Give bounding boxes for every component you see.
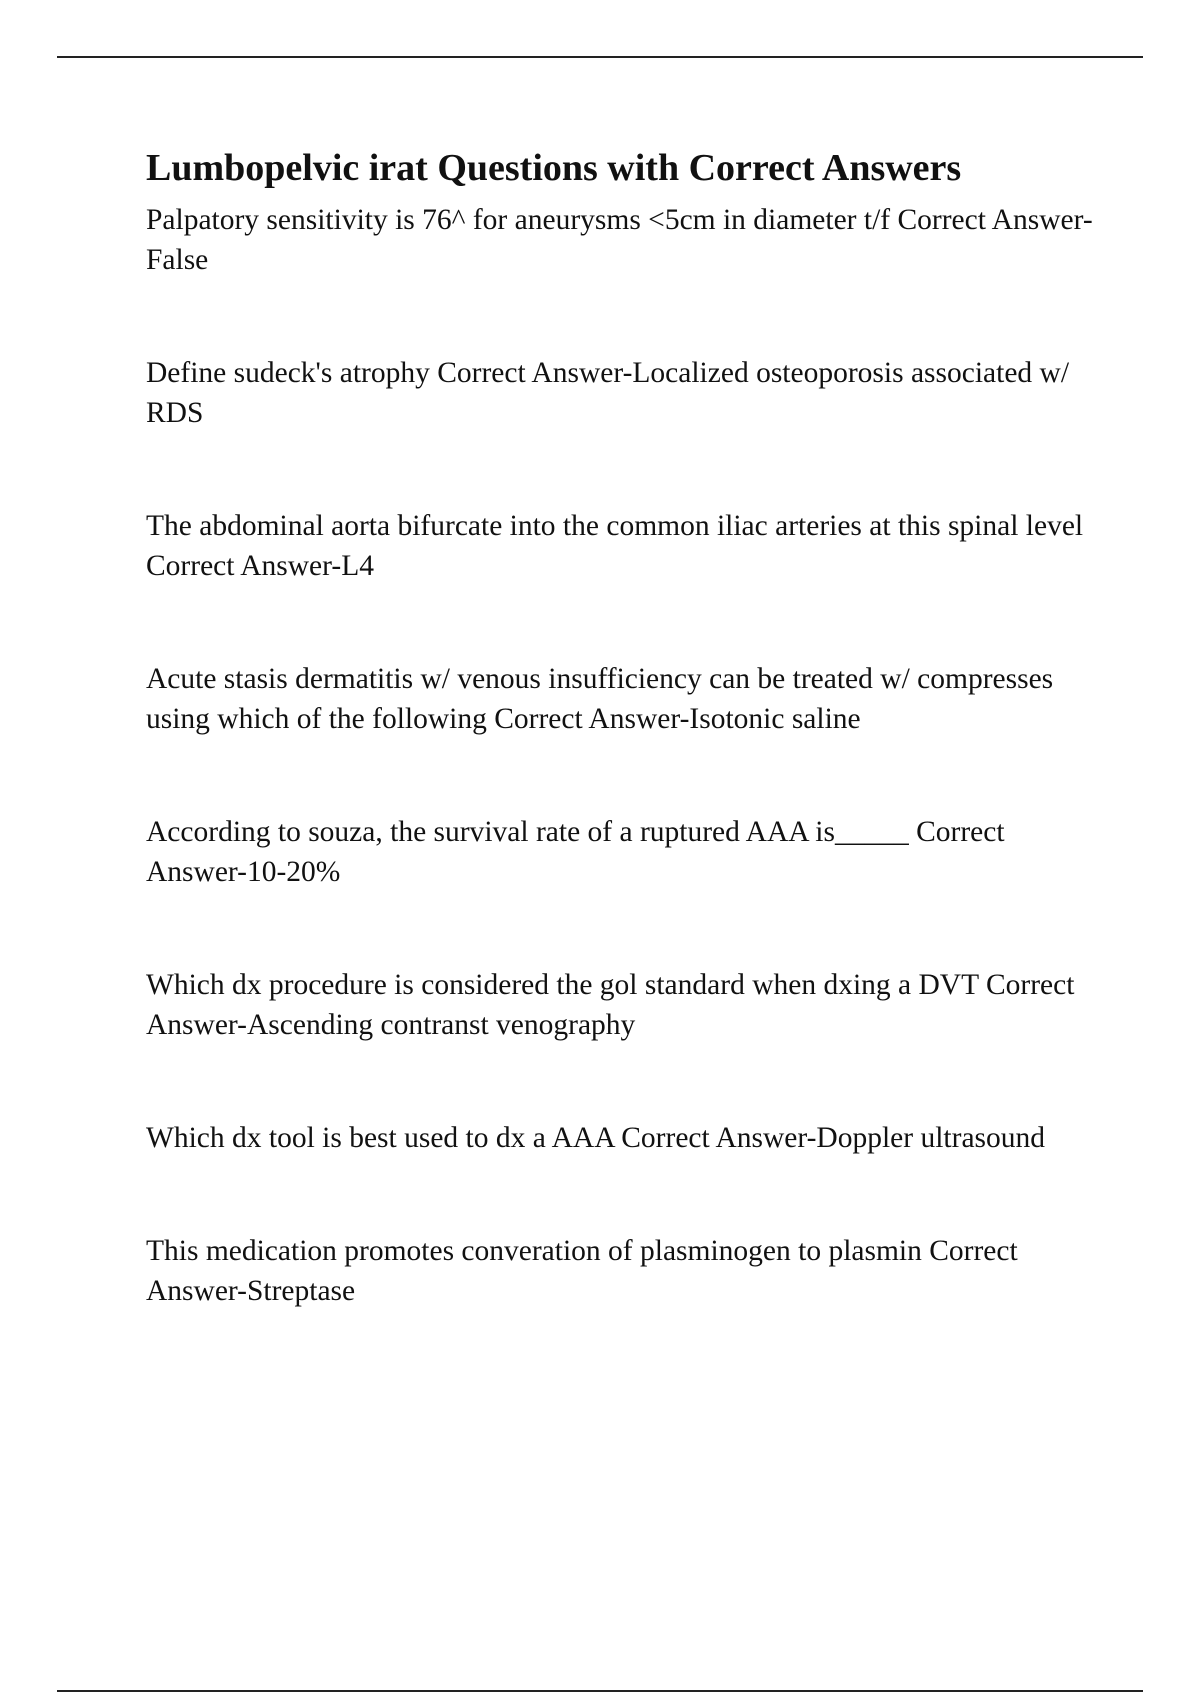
document-title: Lumbopelvic irat Questions with Correct Answers <box>146 147 962 189</box>
qa-item: Define sudeck's atrophy Correct Answer-Localized osteoporosis associated w/ RDS <box>146 357 1070 429</box>
qa-item: This medication promotes converation of plasminogen to plasmin Correct Answer-Streptase <box>146 1235 1018 1307</box>
qa-item: Which dx tool is best used to dx a AAA Correct Answer-Doppler ultrasound <box>146 1122 1046 1154</box>
qa-item: Acute stasis dermatitis w/ venous insufficiency can be treated w/ compresses using which of the following Correct Answer-Isotonic saline <box>146 663 1054 735</box>
header-rule <box>57 56 1143 58</box>
qa-item: Which dx procedure is considered the gol standard when dxing a DVT Correct Answer-Ascending contranst venography <box>146 969 1075 1041</box>
footer-rule <box>57 1690 1143 1692</box>
document-body <box>146 142 1096 1311</box>
qa-item: Palpatory sensitivity is 76^ for aneurysms <5cm in diameter t/f Correct Answer-False <box>146 204 1093 276</box>
qa-item: According to souza, the survival rate of a ruptured AAA is_____ Correct Answer-10-20% <box>146 816 1005 888</box>
qa-item: The abdominal aorta bifurcate into the common iliac arteries at this spinal level Correct Answer-L4 <box>146 510 1084 582</box>
